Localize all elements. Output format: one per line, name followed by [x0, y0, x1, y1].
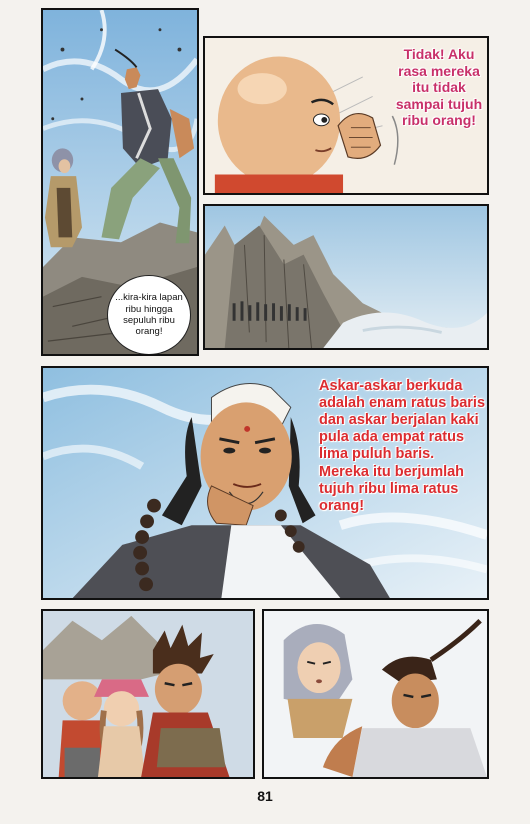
- caption-text-leader: Askar-askar berkuda adalah enam ratus baris dan askar berjalan kaki pula ada empat ratus lima puluh baris. Mereka itu berjumlah tujuh ribu lima ratus orang!: [319, 378, 486, 514]
- panel-bald-monk-closeup: [203, 36, 489, 195]
- army-valley-art: [205, 206, 487, 348]
- panel-scouts-on-cliff: [41, 8, 199, 356]
- page-number: 81: [257, 788, 273, 804]
- panel-pair-reaction: [262, 609, 489, 779]
- caption-monk-disagrees: [393, 46, 485, 129]
- group-reaction-art: [43, 611, 253, 777]
- panel-army-in-valley: [203, 204, 489, 350]
- panel-group-reaction: [41, 609, 255, 779]
- panel-leader-counting: [41, 366, 489, 600]
- caption-leader-count: [319, 378, 485, 515]
- caption-text-monk: Tidak! Aku rasa mereka itu tidak sampai tujuh ribu orang!: [395, 46, 483, 129]
- pair-reaction-art: [264, 611, 487, 777]
- speech-bubble-estimate: [107, 275, 191, 355]
- speech-text-estimate: ...kira-kira lapan ribu hingga sepuluh ribu orang!: [115, 292, 183, 338]
